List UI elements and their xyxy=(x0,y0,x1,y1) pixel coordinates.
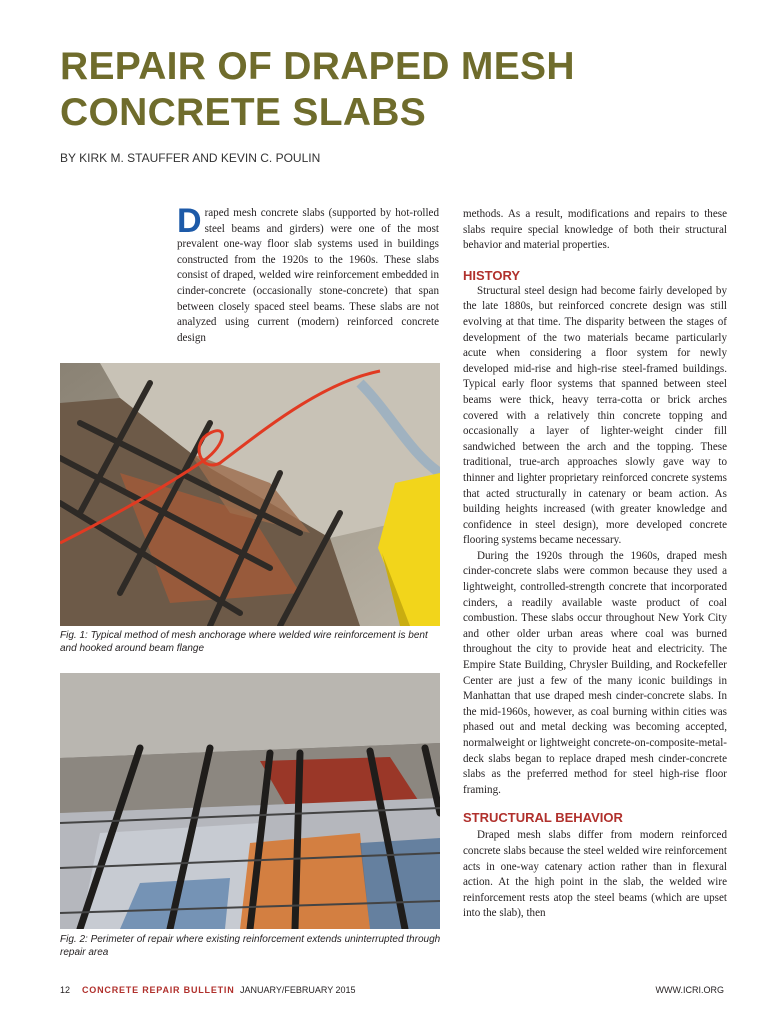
history-paragraph-2: During the 1920s through the 1960s, draped mesh cinder-concrete slabs were common because they used a lightweight, controlled-strength concrete that incorporated cinders, a readily available waste product of coal combustion. These slabs occur throughout New York City and other older urban areas where coal was burned throughout the city to provide heat and electricity. The Empire State Building, Chrysler Building, and Rockefeller Center are just a few of the many iconic buildings in Manhattan that use draped mesh cinder-concrete slabs. In the mid-1960s, however, as coal burning within cities was phased out and metal decking was becoming accepted, normalweight or lightweight concrete-on-composite-metal-deck slabs began to replace draped mesh cinder-concrete slabs as the preferred method for steel high-rise floor framing. xyxy=(463,549,727,796)
page-number: 12 xyxy=(60,985,71,995)
title-line-1: REPAIR OF DRAPED MESH xyxy=(60,45,575,88)
intro-paragraph xyxy=(177,206,439,346)
website-link[interactable]: WWW.ICRI.ORG xyxy=(655,985,724,995)
figure-1-photo xyxy=(60,363,440,626)
figure-2-caption: Fig. 2: Perimeter of repair where existing reinforcement extends uninterrupted through repair area xyxy=(60,934,441,958)
right-column xyxy=(463,207,727,962)
page-footer xyxy=(60,985,724,999)
history-heading: HISTORY xyxy=(463,267,521,283)
structural-paragraph-1: Draped mesh slabs differ from modern reinforced concrete slabs because the steel welded wire reinforcement acts in one-way catenary action rather than in flexural action. At the high point in the slab, the welded wire reinforcement rests atop the steel beams (which are upset into the slab), then xyxy=(463,829,727,920)
intro-continuation: methods. As a result, modifications and repairs to these slabs require special knowledge of both their structural behavior and material properties. xyxy=(463,208,727,252)
structural-behavior-heading: STRUCTURAL BEHAVIOR xyxy=(463,810,623,826)
byline: BY KIRK M. STAUFFER AND KEVIN C. POULIN xyxy=(60,151,321,165)
figure-2-photo xyxy=(60,673,440,929)
issue-date: JANUARY/FEBRUARY 2015 xyxy=(240,985,356,995)
intro-column xyxy=(177,206,439,348)
intro-text: raped mesh concrete slabs (supported by hot-rolled steel beams and girders) were one of the most prevalent one-way floor slab systems used in buildings constructed from the 1920s to the 1960s. These slabs consist of draped, welded wire reinforcement embedded in cinder-concrete (occasionally stone-concrete) that span between closely spaced steel beams. These slabs are not analyzed using current (modern) reinforced concrete design xyxy=(177,207,439,344)
title-line-2: CONCRETE SLABS xyxy=(60,91,427,134)
drop-cap: D xyxy=(177,206,202,240)
publication-name: CONCRETE REPAIR BULLETIN xyxy=(82,984,235,995)
history-paragraph-1: Structural steel design had become fairly developed by the late 1880s, but reinforced concrete design was still evolving at that time. The disparity between the stages of development of the two materials became particularly acute when considering a floor system for newly developed mid-rise and high-rise steel-framed buildings. Typical early floor systems that spanned between steel beams were thick, heavy terra-cotta or brick arches covered with a relatively thin concrete topping and occasionally a layer of lighter-weight cinder fill sandwiched between the arch and the topping. These traditional, true-arch approaches slowly gave way to thinner and lighter proprietary reinforced concrete systems that acted structurally in catenary or beam action. As building heights increased (with greater knowledge and confidence in steel design), more developed concrete flooring systems became necessary. xyxy=(463,284,727,547)
article-title xyxy=(60,44,720,136)
figure-1-caption: Fig. 1: Typical method of mesh anchorage where welded wire reinforcement is bent and hooked around beam flange xyxy=(60,630,428,654)
